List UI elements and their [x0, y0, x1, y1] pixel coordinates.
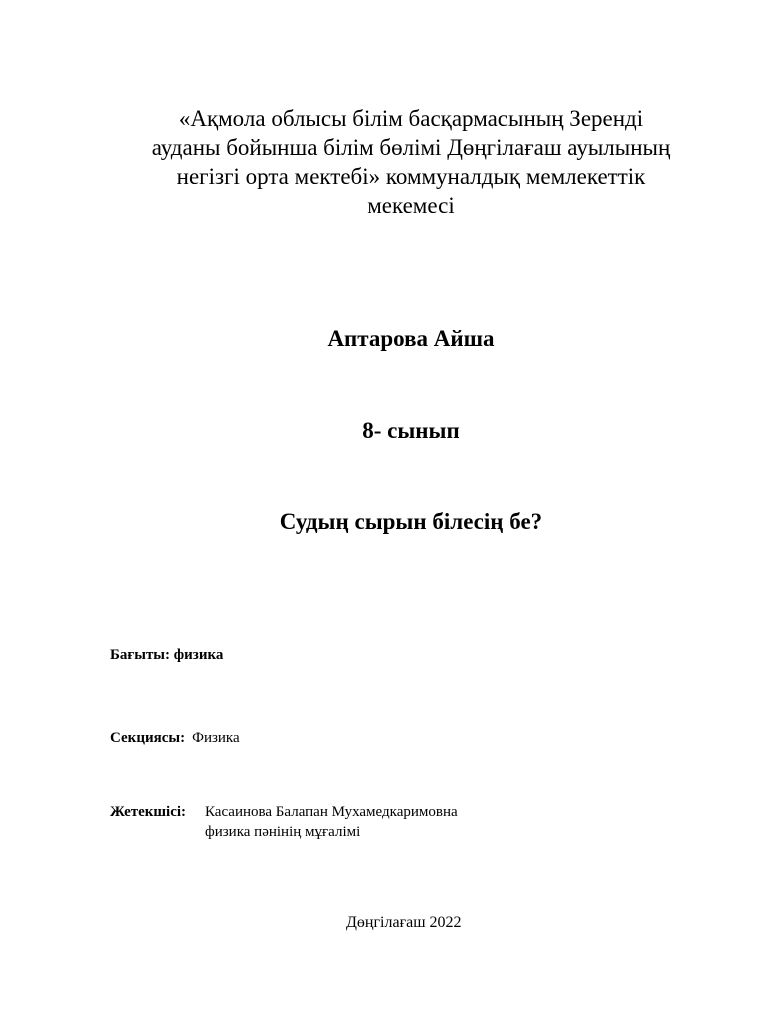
direction-label: Бағыты: физика — [110, 647, 224, 663]
supervisor-label: Жетекшісі: — [110, 804, 187, 820]
institution-line-2: ауданы бойынша білім бөлімі Дөңгілағаш ауылының — [151, 135, 671, 160]
grade: 8- сынып — [362, 418, 460, 443]
institution-title — [100, 104, 722, 220]
section-field — [110, 728, 240, 748]
institution-line-3: негізгі орта мектебі» коммуналдық мемлекеттік — [176, 164, 646, 189]
supervisor-role: физика пәнінің мұғалімі — [205, 824, 361, 840]
supervisor-name: Касаинова Балапан Мухамедкаримовна — [205, 804, 458, 820]
section-label: Секциясы: — [110, 730, 186, 746]
place-year: Дөңгілағаш 2022 — [346, 914, 462, 931]
institution-line-4: мекемесі — [367, 193, 455, 218]
student-name: Аптарова Айша — [327, 326, 495, 351]
supervisor-field — [110, 802, 458, 840]
topic-title: Судың сырын білесің бе? — [279, 509, 543, 534]
section-value: Физика — [192, 730, 240, 746]
direction-field — [110, 645, 223, 665]
institution-line-1: «Ақмола облысы білім басқармасының Зеренді — [178, 106, 644, 131]
